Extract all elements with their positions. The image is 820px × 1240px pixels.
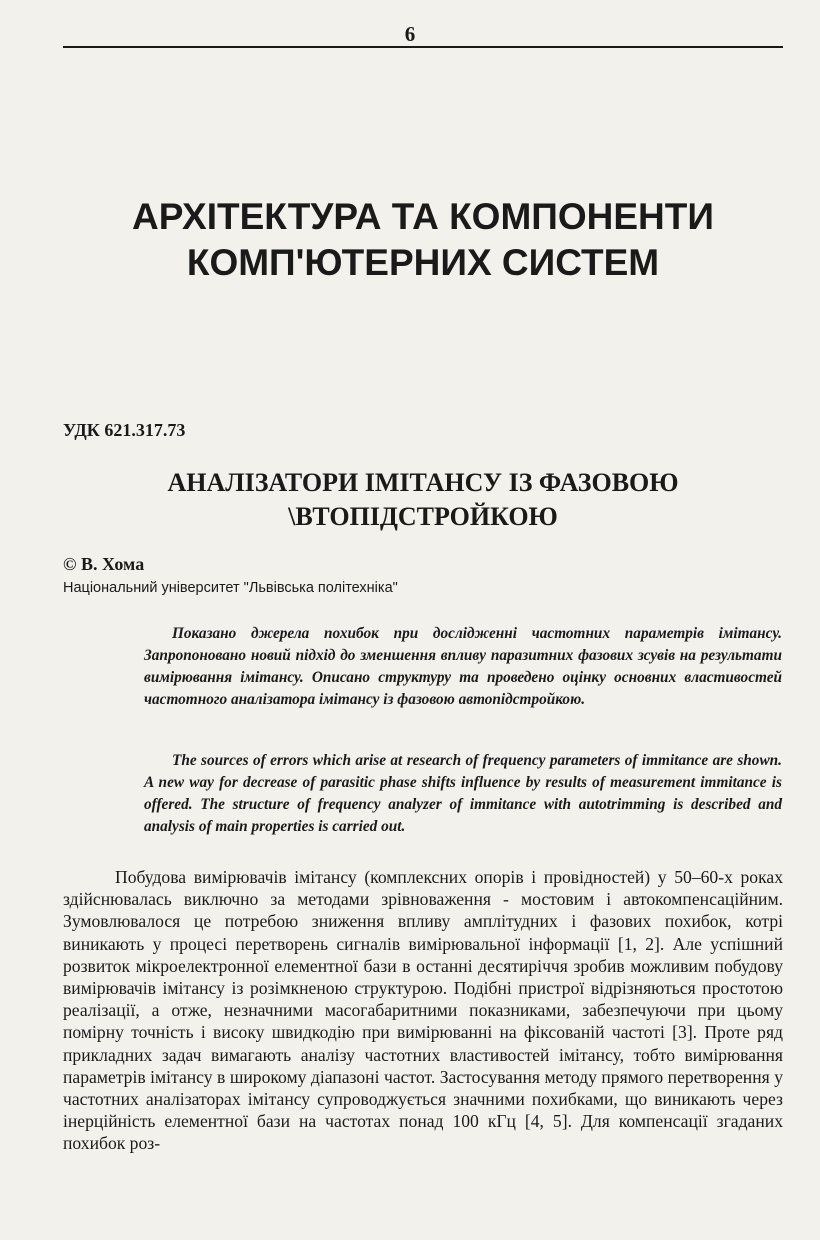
section-title <box>63 194 783 286</box>
article-title-line-2: \ВТОПІДСТРОЙКОЮ <box>288 502 558 531</box>
page-number: 6 <box>404 22 416 46</box>
author-name: © В. Хома <box>63 554 145 574</box>
header-rule <box>63 46 783 48</box>
article-title <box>63 466 783 534</box>
abstract-ukrainian: Показано джерела похибок при дослідженні частотних параметрів імітансу. Запропоновано новий підхід до зменшення впливу паразитних фазових зсувів на результати вимірювання імітансу. Описано структуру та проведено оцінку основних властивостей частотного аналізатора імітансу із фазовою автопідстройкою. <box>144 625 782 708</box>
abstract-english: The sources of errors which arise at research of frequency parameters of immitance are shown. A new way for decrease of parasitic phase shifts influence by results of measurement immitance is offered. The structure of frequency analyzer of immitance with autotrimming is described and analysis of main properties is carried out. <box>144 752 782 835</box>
section-title-line-1: АРХІТЕКТУРА ТА КОМПОНЕНТИ <box>132 196 714 237</box>
udc-code: УДК 621.317.73 <box>63 420 186 440</box>
author-affiliation: Національний університет "Львівська політехніка" <box>63 580 398 596</box>
article-title-line-1: АНАЛІЗАТОРИ ІМІТАНСУ ІЗ ФАЗОВОЮ <box>167 468 679 497</box>
section-title-line-2: КОМП'ЮТЕРНИХ СИСТЕМ <box>186 242 660 283</box>
body-paragraph: Побудова вимірювачів імітансу (комплексних опорів і провідностей) у 50–60-х роках здійснювалась виключно за методами зрівноваження - мостовим і автокомпенсаційним. Зумовлювалося це потребою зниження впливу амплітудних і фазових похибок, котрі виникають у процесі перетворень сигналів вимірювальної інформації [1, 2]. Але успішний розвиток мікроелектронної елементної бази в останні десятиріччя зробив можливим побудову вимірювачів імітансу із розімкненою структурою. Подібні пристрої відрізняються простотою реалізації, а отже, незначними масогабаритними показниками, забезпечуючи при цьому помірну точність і високу швидкодію при вимірюванні на фіксованій частоті [3]. Проте ряд прикладних задач вимагають аналізу частотних властивостей імітансу, тобто вимірювання параметрів імітансу в широкому діапазоні частот. Застосування методу прямого перетворення у частотних аналізаторах імітансу супроводжується значними похибками, що виникають через інерційність елементної бази на частотах понад 100 кГц [4, 5]. Для компенсації згаданих похибок роз- <box>63 867 783 1154</box>
